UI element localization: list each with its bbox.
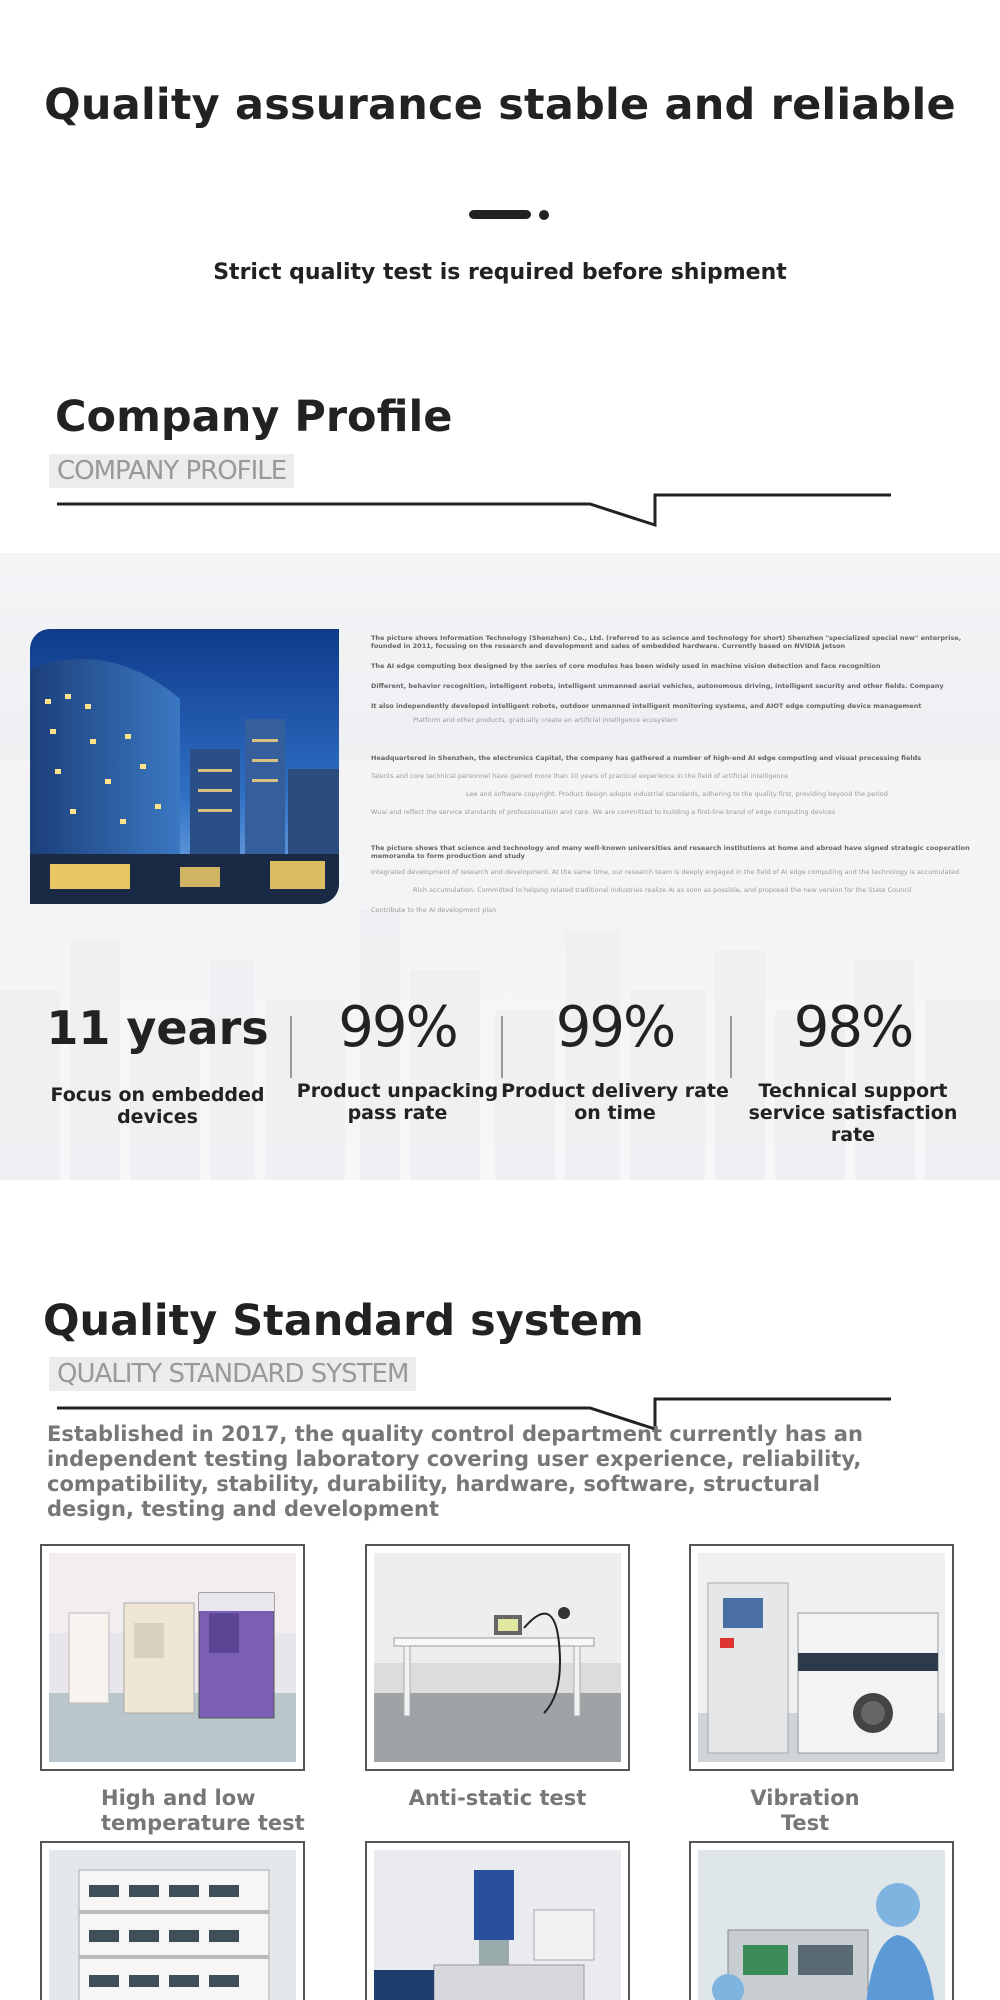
profile-paragraph: It also independently developed intelligent robots, outdoor unmanned intelligent monitoring systems, and AIOT edge computing device management bbox=[371, 702, 922, 710]
stat-delivery-rate bbox=[500, 995, 730, 1124]
profile-paragraph: The AI edge computing box designed by the series of core modules has been widely used in machine vision detection and face recognition bbox=[371, 662, 881, 670]
stat-label: Product unpacking pass rate bbox=[296, 1080, 499, 1124]
vibration-test-photo bbox=[689, 1544, 954, 1771]
stat-value: 99% bbox=[338, 995, 457, 1060]
temperature-test-caption: High and low temperature test bbox=[101, 1786, 305, 1835]
quality-system-subtitle: QUALITY STANDARD SYSTEM bbox=[49, 1357, 416, 1391]
quality-system-title: Quality Standard system bbox=[43, 1296, 644, 1346]
stat-value: 99% bbox=[555, 995, 675, 1060]
hero-divider-dot bbox=[539, 210, 549, 220]
vibration-test-caption: Vibration Test bbox=[750, 1786, 860, 1835]
test-equipment-photo bbox=[40, 1841, 305, 2000]
profile-paragraph: Integrated development of research and development. At the same time, our research team is deeply engaged in the field of AI edge computing and the technology is accumulated bbox=[371, 868, 960, 876]
stat-separator bbox=[730, 1016, 732, 1078]
hero-title: Quality assurance stable and reliable bbox=[44, 80, 956, 130]
stat-years bbox=[20, 1000, 295, 1128]
profile-paragraph: Different, behavior recognition, intelligent robots, intelligent unmanned aerial vehicles, autonomous driving, intelligent security and other fields. Company bbox=[371, 682, 944, 690]
profile-paragraph: Rich accumulation. Committed to helping related traditional industries realize AI as soon as possible, and proposed the new version for the State Council bbox=[413, 886, 912, 894]
stat-support-satisfaction bbox=[733, 995, 973, 1146]
stat-label: Focus on embedded devices bbox=[50, 1084, 265, 1128]
building-photo bbox=[30, 629, 339, 904]
hero-subtitle: Strict quality test is required before shipment bbox=[213, 260, 787, 285]
profile-paragraph: Lee and software copyright. Product design adopts industrial standards, adhering to the quality first, providing beyond the period bbox=[466, 790, 888, 798]
profile-paragraph: Headquartered in Shenzhen, the electronics Capital, the company has gathered a number of high-end AI edge computing and visual processing fields bbox=[371, 754, 922, 762]
company-profile-subtitle: COMPANY PROFILE bbox=[49, 454, 294, 488]
stat-value: 98% bbox=[793, 995, 913, 1060]
quality-system-description: Established in 2017, the quality control department currently has an independent testing laboratory covering user experience, reliability, compatibility, stability, durability, hardware, software, structural design, testing and development bbox=[47, 1422, 863, 1521]
profile-paragraph: The picture shows Information Technology (Shenzhen) Co., Ltd. (referred to as science and technology for short) Shenzhen "specialized special new" enterprise, founded in 2011, focusing on the research and development and sales of embedded hardware. Currently based on NVIDIA Jetson bbox=[371, 634, 962, 650]
stat-value: 11 years bbox=[46, 1001, 269, 1055]
profile-paragraph: Wuai and reflect the service standards of professionalism and care. We are committed to building a first-line brand of edge computing devices bbox=[371, 808, 836, 816]
profile-paragraph: The picture shows that science and technology and many well-known universities and research institutions at home and abroad have signed strategic cooperation memoranda to form production and study bbox=[371, 844, 970, 860]
profile-paragraph: Talents and core technical personnel have gained more than 10 years of practical experience in the field of artificial intelligence bbox=[371, 772, 789, 780]
lab-technician-photo bbox=[689, 1841, 954, 2000]
company-profile-text bbox=[371, 634, 981, 926]
profile-paragraph: Platform and other products, gradually create an artificial intelligence ecosystem bbox=[413, 716, 678, 724]
stat-label: Technical support service satisfaction rate bbox=[748, 1080, 958, 1146]
company-profile-underline bbox=[55, 488, 895, 528]
company-profile-title: Company Profile bbox=[55, 392, 453, 442]
profile-paragraph: Contribute to the AI development plan bbox=[371, 906, 497, 914]
hero-divider-dash bbox=[469, 210, 531, 219]
temperature-test-photo bbox=[40, 1544, 305, 1771]
stat-unpacking-pass-rate bbox=[285, 995, 510, 1124]
anti-static-test-caption: Anti-static test bbox=[408, 1786, 587, 1810]
stat-label: Product delivery rate on time bbox=[501, 1080, 729, 1124]
anti-static-test-photo bbox=[365, 1544, 630, 1771]
press-test-photo bbox=[365, 1841, 630, 2000]
